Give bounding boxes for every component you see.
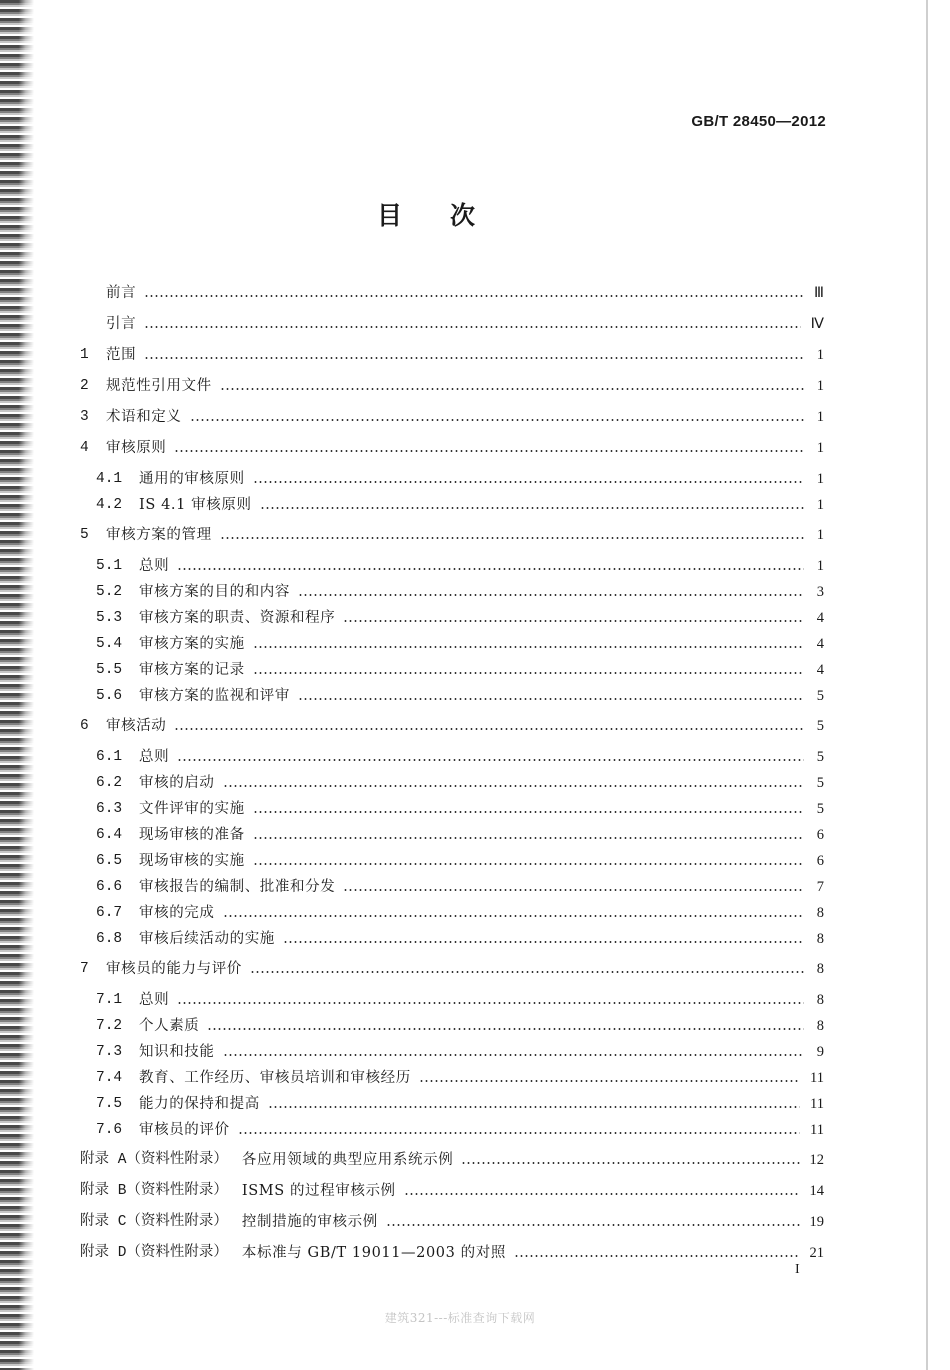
toc-entry-page: 1 <box>816 409 824 425</box>
toc-entry-page: 6 <box>816 853 824 869</box>
toc-entry-page: Ⅳ <box>810 316 824 332</box>
toc-dot-leader <box>177 1002 804 1004</box>
toc-entry-title: 总则 <box>139 749 170 765</box>
toc-entry-title: 前言 <box>106 285 137 301</box>
toc-entry-number: 6.1 <box>96 749 123 765</box>
toc-dot-leader <box>283 941 804 943</box>
toc-entry-page: 4 <box>816 636 824 652</box>
toc-entry-page: 8 <box>816 1018 824 1034</box>
toc-entry-number: 7.6 <box>96 1122 123 1138</box>
toc-entry-number: 6.8 <box>96 931 123 947</box>
toc-dot-leader <box>514 1255 800 1257</box>
toc-dot-leader <box>250 971 804 973</box>
toc-dot-leader <box>220 537 804 539</box>
toc-entry-title: 审核方案的监视和评审 <box>139 688 290 704</box>
page-number: I <box>795 1262 800 1277</box>
toc-dot-leader <box>177 568 804 570</box>
toc-entry-number: 3 <box>80 409 89 425</box>
toc-entry-title: 教育、工作经历、审核员培训和审核经历 <box>139 1070 411 1086</box>
toc-entry-title: 本标准与 GB/T 19011—2003 的对照 <box>241 1245 506 1261</box>
toc-annex-entry[interactable] <box>80 1148 824 1172</box>
toc-entry-number: 7.1 <box>96 992 123 1008</box>
toc-entry[interactable] <box>96 1118 824 1142</box>
toc-entry-number: 附录 C（资料性附录） <box>80 1214 228 1230</box>
toc-entry-page: 1 <box>816 440 824 456</box>
toc-dot-leader <box>253 481 804 483</box>
toc-dot-leader <box>220 388 804 390</box>
toc-dot-leader <box>223 785 805 787</box>
toc-entry-number: 7.2 <box>96 1018 123 1034</box>
toc-entry-title: 文件评审的实施 <box>139 801 245 817</box>
toc-entry-number: 5.2 <box>96 584 123 600</box>
toc-entry-title: 能力的保持和提高 <box>139 1096 260 1112</box>
toc-entry-number: 附录 B（资料性附录） <box>80 1183 228 1199</box>
toc-entry-title: ISMS 的过程审核示例 <box>241 1183 396 1199</box>
toc-entry-page: 8 <box>816 961 824 977</box>
toc-entry-page: 1 <box>816 497 824 513</box>
toc-entry[interactable] <box>96 632 824 656</box>
toc-entry[interactable] <box>96 849 824 873</box>
toc-entry-page: 5 <box>816 688 824 704</box>
toc-annex-entry[interactable] <box>80 1241 824 1265</box>
toc-dot-leader <box>404 1193 800 1195</box>
toc-entry-page: 1 <box>816 471 824 487</box>
toc-entry-number: 7.4 <box>96 1070 123 1086</box>
toc-entry-number: 1 <box>80 347 89 363</box>
toc-dot-leader <box>223 1054 805 1056</box>
toc-entry-number: 5 <box>80 527 89 543</box>
toc-entry-title: 审核的启动 <box>139 775 215 791</box>
toc-dot-leader <box>207 1028 804 1030</box>
toc-entry-title: 审核方案的记录 <box>139 662 245 678</box>
standard-code: GB/T 28450—2012 <box>691 113 826 130</box>
toc-dot-leader <box>343 620 804 622</box>
toc-entry-page: 5 <box>816 718 824 734</box>
toc-entry-page: 14 <box>809 1183 824 1199</box>
toc-entry-title: 知识和技能 <box>139 1044 215 1060</box>
toc-entry-title: 范围 <box>106 347 137 363</box>
toc-entry[interactable] <box>96 875 824 899</box>
page-title: 目次 <box>376 201 523 230</box>
toc-entry-title: 总则 <box>139 558 170 574</box>
toc-entry[interactable] <box>80 374 824 398</box>
toc-entry-page: 19 <box>809 1214 824 1230</box>
toc-entry-title: 规范性引用文件 <box>106 378 212 394</box>
toc-entry[interactable] <box>96 901 824 925</box>
toc-entry-title: 审核方案的职责、资源和程序 <box>139 610 336 626</box>
toc-entry[interactable] <box>96 554 824 578</box>
toc-entry-page: 5 <box>816 801 824 817</box>
toc-entry-title: 引言 <box>106 316 137 332</box>
toc-entry[interactable] <box>96 797 824 821</box>
toc-entry[interactable] <box>80 312 824 336</box>
toc-entry[interactable] <box>80 281 824 305</box>
toc-dot-leader <box>190 419 805 421</box>
toc-entry-title: 审核原则 <box>106 440 167 456</box>
toc-dot-leader <box>253 863 804 865</box>
toc-entry[interactable] <box>96 580 824 604</box>
toc-entry-page: 1 <box>816 527 824 543</box>
toc-entry-page: 1 <box>816 378 824 394</box>
toc-entry-number: 附录 A（资料性附录） <box>80 1152 228 1168</box>
toc-dot-leader <box>177 759 804 761</box>
toc-dot-leader <box>343 889 804 891</box>
toc-entry-title: 审核方案的实施 <box>139 636 245 652</box>
toc-dot-leader <box>253 811 804 813</box>
toc-annex-entry[interactable] <box>80 1210 824 1234</box>
toc-entry-title: 审核的完成 <box>139 905 215 921</box>
toc-entry-number: 6.5 <box>96 853 123 869</box>
toc-entry[interactable] <box>80 714 824 738</box>
toc-entry-title: 个人素质 <box>139 1018 200 1034</box>
toc-annex-entry[interactable] <box>80 1179 824 1203</box>
toc-entry-number: 7 <box>80 961 89 977</box>
toc-entry-number: 7.5 <box>96 1096 123 1112</box>
toc-entry-number: 4.1 <box>96 471 123 487</box>
toc-entry-page: 21 <box>809 1245 824 1261</box>
toc-dot-leader <box>260 507 804 509</box>
toc-dot-leader <box>144 357 804 359</box>
toc-entry-number: 6.7 <box>96 905 123 921</box>
watermark: 建筑321---标准查询下载网 <box>384 1311 536 1325</box>
toc-entry-page: 8 <box>816 931 824 947</box>
toc-entry-title: 审核员的能力与评价 <box>106 961 242 977</box>
toc-entry[interactable] <box>96 771 824 795</box>
toc-dot-leader <box>268 1106 800 1108</box>
toc-entry-page: 5 <box>816 775 824 791</box>
toc-entry[interactable] <box>96 1014 824 1038</box>
toc-entry-title: 审核方案的目的和内容 <box>139 584 290 600</box>
toc-entry[interactable] <box>96 606 824 630</box>
toc-entry-number: 5.4 <box>96 636 123 652</box>
toc-entry[interactable] <box>96 684 824 708</box>
toc-entry[interactable] <box>80 343 824 367</box>
toc-entry-title: 现场审核的实施 <box>139 853 245 869</box>
toc-entry[interactable] <box>96 493 824 517</box>
toc-dot-leader <box>223 915 805 917</box>
toc-entry[interactable] <box>80 957 824 981</box>
toc-dot-leader <box>144 295 804 297</box>
toc-dot-leader <box>174 450 804 452</box>
toc-entry-number: 6 <box>80 718 89 734</box>
toc-entry-page: 12 <box>809 1152 824 1168</box>
toc-dot-leader <box>386 1224 800 1226</box>
toc-entry-page: 1 <box>816 558 824 574</box>
toc-entry[interactable] <box>96 988 824 1012</box>
toc-entry[interactable] <box>96 658 824 682</box>
toc-entry-page: 9 <box>816 1044 824 1060</box>
toc-entry-page: 5 <box>816 749 824 765</box>
toc-entry-title: 各应用领域的典型应用系统示例 <box>241 1152 454 1168</box>
toc-entry-number: 5.5 <box>96 662 123 678</box>
toc-entry-number: 7.3 <box>96 1044 123 1060</box>
toc-entry-number: 5.1 <box>96 558 123 574</box>
toc-dot-leader <box>461 1162 799 1164</box>
toc-entry[interactable] <box>96 823 824 847</box>
toc-entry-page: 8 <box>816 992 824 1008</box>
toc-entry-title: 审核后续活动的实施 <box>139 931 275 947</box>
toc-entry[interactable] <box>96 745 824 769</box>
toc-entry-title: IS 4.1 审核原则 <box>139 497 252 513</box>
toc-dot-leader <box>298 698 804 700</box>
toc-entry[interactable] <box>96 1092 824 1116</box>
toc-entry-page: 6 <box>816 827 824 843</box>
toc-dot-leader <box>238 1132 800 1134</box>
toc-entry-page: 11 <box>810 1096 824 1112</box>
toc-entry[interactable] <box>96 1040 824 1064</box>
toc-dot-leader <box>144 326 800 328</box>
toc-entry-page: 11 <box>810 1122 824 1138</box>
toc-entry-number: 4.2 <box>96 497 123 513</box>
toc-entry-page: 1 <box>816 347 824 363</box>
toc-entry[interactable] <box>80 436 824 460</box>
toc-entry-number: 附录 D（资料性附录） <box>80 1245 228 1261</box>
toc-entry[interactable] <box>96 467 824 491</box>
toc-entry[interactable] <box>80 523 824 547</box>
toc-entry-page: 3 <box>816 584 824 600</box>
toc-entry-title: 审核员的评价 <box>139 1122 230 1138</box>
toc-entry-number: 6.4 <box>96 827 123 843</box>
toc-entry[interactable] <box>80 405 824 429</box>
toc-entry-title: 总则 <box>139 992 170 1008</box>
toc-entry-number: 5.6 <box>96 688 123 704</box>
toc-entry-number: 2 <box>80 378 89 394</box>
toc-entry-number: 5.3 <box>96 610 123 626</box>
toc-dot-leader <box>253 672 804 674</box>
toc-entry[interactable] <box>96 1066 824 1090</box>
toc-entry-title: 审核方案的管理 <box>106 527 212 543</box>
toc-entry-title: 现场审核的准备 <box>139 827 245 843</box>
toc-entry-page: 8 <box>816 905 824 921</box>
toc-dot-leader <box>298 594 804 596</box>
toc-entry-number: 6.3 <box>96 801 123 817</box>
toc-entry-title: 审核活动 <box>106 718 167 734</box>
toc-entry-title: 审核报告的编制、批准和分发 <box>139 879 336 895</box>
toc-entry-title: 控制措施的审核示例 <box>241 1214 378 1230</box>
toc-entry-number: 4 <box>80 440 89 456</box>
toc-entry-title: 术语和定义 <box>106 409 182 425</box>
toc-entry-number: 6.6 <box>96 879 123 895</box>
toc-entry-number: 6.2 <box>96 775 123 791</box>
page-edge-line <box>926 0 928 1370</box>
toc-entry-page: 11 <box>810 1070 824 1086</box>
toc-dot-leader <box>253 837 804 839</box>
toc-entry-page: Ⅲ <box>814 285 824 301</box>
toc-entry[interactable] <box>96 927 824 951</box>
toc-entry-page: 7 <box>816 879 824 895</box>
toc-entry-page: 4 <box>816 662 824 678</box>
toc-entry-page: 4 <box>816 610 824 626</box>
toc-entry-title: 通用的审核原则 <box>139 471 245 487</box>
toc-dot-leader <box>253 646 804 648</box>
toc-dot-leader <box>419 1080 800 1082</box>
toc-dot-leader <box>174 728 804 730</box>
